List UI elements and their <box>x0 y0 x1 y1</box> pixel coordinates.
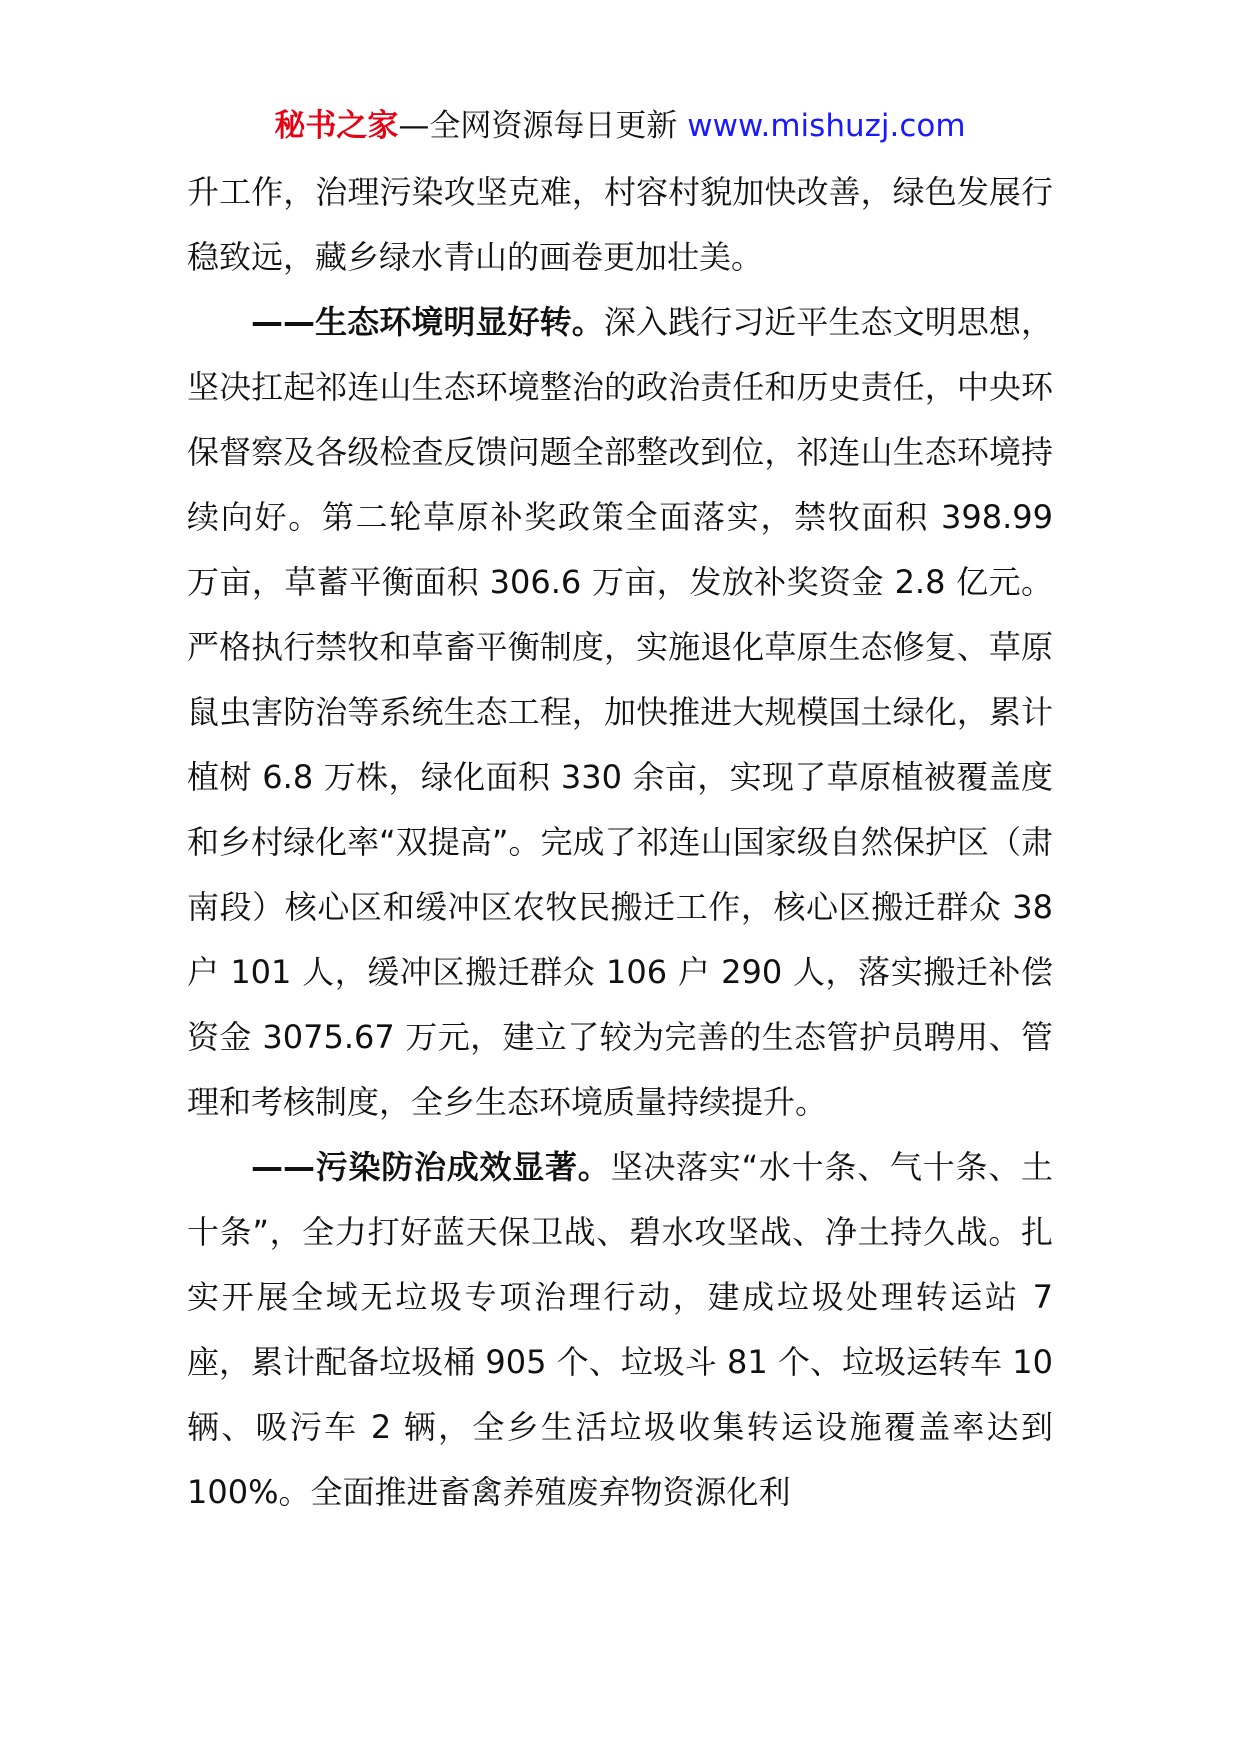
paragraph-continuation <box>187 160 1053 290</box>
brand-name: 秘书之家 <box>274 108 399 144</box>
paragraph-text: 深入践行习近平生态文明思想，坚决扛起祁连山生态环境整治的政治责任和历史责任，中央环保督察及各级检查反馈问题全部整改到位，祁连山生态环境持续向好。第二轮草原补奖政策全面落实，禁牧面积 398.99 万亩，草蓄平衡面积 306.6 万亩，发放补奖资金 2.8 亿元。严格执行禁牧和草畜平衡制度，实施退化草原生态修复、草原鼠虫害防治等系统生态工程，加快推进大规模国土绿化，累计植树 6.8 万株，绿化面积 330 余亩，实现了草原植被覆盖度和乡村绿化率“双提高”。完成了祁连山国家级自然保护区（肃南段）核心区和缓冲区农牧民搬迁工作，核心区搬迁群众 38 户 101 人，缓冲区搬迁群众 106 户 290 人，落实搬迁补偿资金 3075.67 万元，建立了较为完善的生态管护员聘用、管理和考核制度，全乡生态环境质量持续提升。 <box>187 303 1053 1121</box>
paragraph-text: 升工作，治理污染攻坚克难，村容村貌加快改善，绿色发展行稳致远，藏乡绿水青山的画卷更加壮美。 <box>187 173 1053 276</box>
paragraph-heading: ——生态环境明显好转。 <box>251 303 604 341</box>
site-url-link[interactable]: www.mishuzj.com <box>687 108 966 144</box>
paragraph-text: 坚决落实“水十条、气十条、土十条”，全力打好蓝天保卫战、碧水攻坚战、净土持久战。扎实开展全域无垃圾专项治理行动，建成垃圾处理转运站 7 座，累计配备垃圾桶 905 个、垃圾斗 81 个、垃圾运转车 10 辆、吸污车 2 辆，全乡生活垃圾收集转运设施覆盖率达到 100%。全面推进畜禽养殖废弃物资源化利 <box>187 1148 1053 1511</box>
paragraph-ecology <box>187 290 1053 1135</box>
paragraph-heading: ——污染防治成效显著。 <box>251 1148 611 1186</box>
paragraph-pollution <box>187 1135 1053 1525</box>
header-tagline: —全网资源每日更新 <box>398 108 688 144</box>
document-body <box>187 160 1053 1525</box>
page-header <box>0 104 1240 148</box>
